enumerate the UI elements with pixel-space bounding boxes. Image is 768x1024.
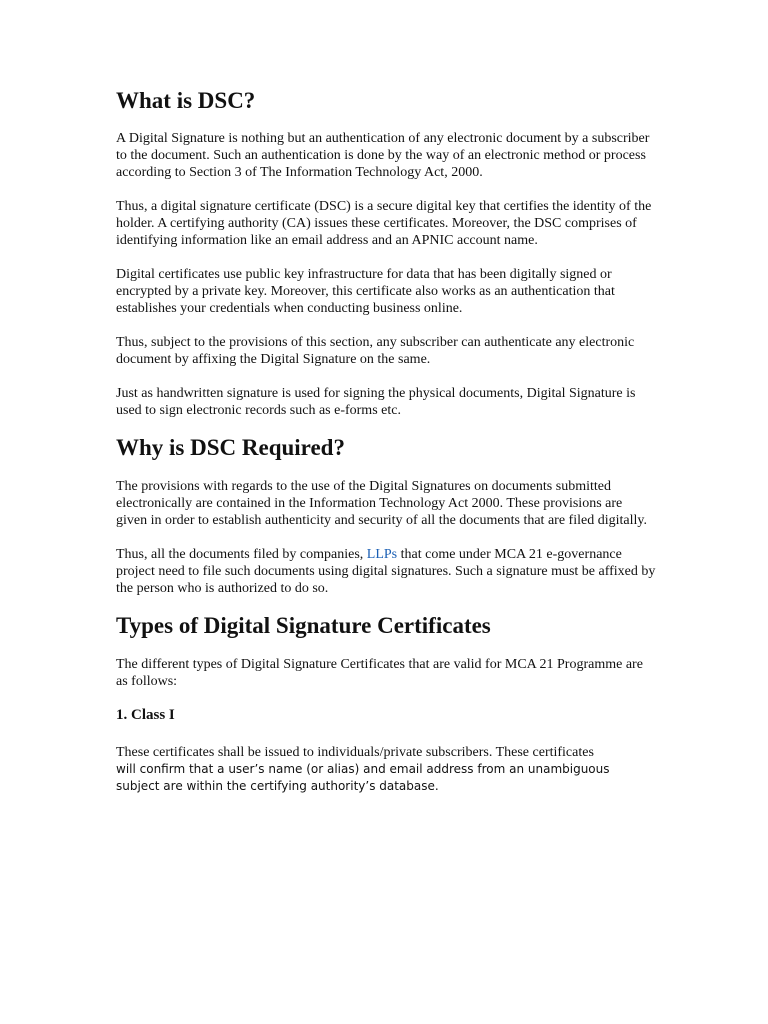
paragraph-text: that come under MCA 21 e-governance project need to file such documents using digital signatures. Such a signature must be affixed by the person who is authorized to do so. bbox=[116, 547, 656, 596]
document-page bbox=[116, 86, 656, 795]
paragraph-class-1 bbox=[116, 744, 656, 795]
llps-link[interactable]: LLPs bbox=[366, 547, 398, 562]
heading-why-is-dsc-required: Why is DSC Required? bbox=[116, 435, 345, 460]
paragraph-with-link bbox=[116, 546, 656, 597]
paragraph-text: Thus, all the documents filed by companies, bbox=[116, 547, 367, 562]
subheading-class-1: 1. Class I bbox=[116, 707, 175, 723]
paragraph: Thus, a digital signature certificate (DSC) is a secure digital key that certifies the identity of the holder. A certifying authority (CA) issues these certificates. Moreover, the DSC comprises of identifying information like an email address and an APNIC account name. bbox=[116, 199, 652, 248]
paragraph-text: These certificates shall be issued to individuals/private subscribers. These certificates bbox=[116, 745, 594, 760]
heading-types-of-dsc: Types of Digital Signature Certificates bbox=[116, 613, 491, 638]
paragraph: A Digital Signature is nothing but an authentication of any electronic document by a subscriber to the document. Such an authentication is done by the way of an electronic method or process according to Section 3 of The Information Technology Act, 2000. bbox=[116, 131, 650, 180]
paragraph-text: will confirm that a user’s name (or alias) and email address from an unambiguous subject are within the certifying authority’s database. bbox=[116, 762, 610, 793]
heading-what-is-dsc: What is DSC? bbox=[116, 88, 256, 113]
paragraph: The different types of Digital Signature Certificates that are valid for MCA 21 Programme are as follows: bbox=[116, 657, 643, 689]
paragraph: The provisions with regards to the use of the Digital Signatures on documents submitted electronically are contained in the Information Technology Act 2000. These provisions are given in order to establish authenticity and security of all the documents that are filed digitally. bbox=[116, 479, 647, 528]
paragraph: Thus, subject to the provisions of this section, any subscriber can authenticate any electronic document by affixing the Digital Signature on the same. bbox=[116, 335, 635, 367]
paragraph: Just as handwritten signature is used for signing the physical documents, Digital Signature is used to sign electronic records such as e-forms etc. bbox=[116, 386, 636, 418]
paragraph: Digital certificates use public key infrastructure for data that has been digitally signed or encrypted by a private key. Moreover, this certificate also works as an authentication that establishes your credentials when conducting business online. bbox=[116, 267, 615, 316]
